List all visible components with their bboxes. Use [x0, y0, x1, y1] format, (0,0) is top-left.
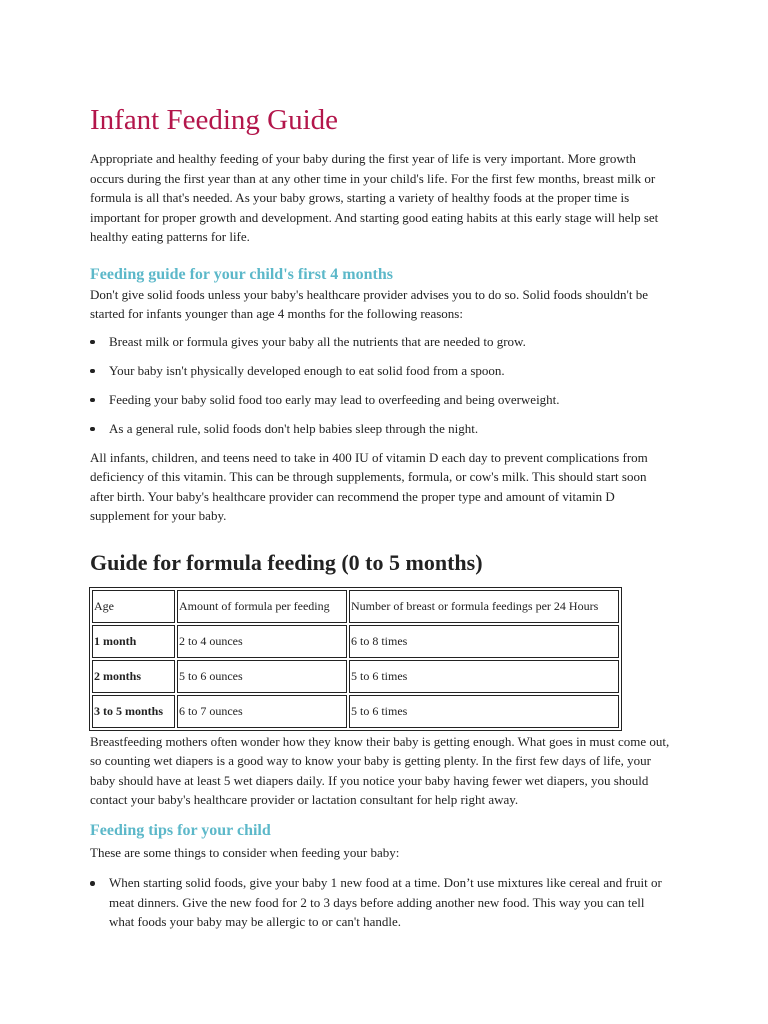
table-cell: 5 to 6 times: [349, 695, 619, 728]
table-row: [92, 695, 619, 728]
table-cell: 5 to 6 times: [349, 660, 619, 693]
table-row: [92, 625, 619, 658]
list-item: As a general rule, solid foods don't help babies sleep through the night.: [90, 419, 670, 439]
section1-paragraph: Don't give solid foods unless your baby's healthcare provider advises you to do so. Solid foods shouldn't be started for infants younger than age 4 months for the following reasons:: [90, 286, 649, 321]
table-cell: 6 to 8 times: [349, 625, 619, 658]
intro-paragraph: Appropriate and healthy feeding of your baby during the first year of life is very important. More growth occurs during the first year than at any other time in your child's life. For the first few months, breast milk or formula is all that's needed. As your baby grows, starting a variety of healthy foods at the proper time is important for proper growth and development. And starting good eating habits at this early stage will help set healthy eating patterns for life.: [90, 151, 659, 244]
feeding-tips-list: [90, 873, 670, 932]
table-header-row: [92, 590, 619, 623]
section2-heading: Guide for formula feeding (0 to 5 months): [90, 549, 483, 575]
list-item: Feeding your baby solid food too early may lead to overfeeding and being overweight.: [90, 390, 670, 410]
page-title: Infant Feeding Guide: [90, 104, 339, 136]
table-header-cell: Amount of formula per feeding: [177, 590, 347, 623]
list-item: When starting solid foods, give your baby 1 new food at a time. Don’t use mixtures like cereal and fruit or meat dinners. Give the new food for 2 to 3 days before adding another new food. This way you can tell what foods your baby may be allergic to or can't handle.: [90, 873, 670, 932]
section3-heading: Feeding tips for your child: [90, 821, 271, 839]
vitamin-d-paragraph: All infants, children, and teens need to take in 400 IU of vitamin D each day to prevent complications from deficiency of this vitamin. This can be through supplements, formula, or cow's milk. This should start soon after birth. Your baby's healthcare provider can recommend the proper type and amount of vitamin D supplement for your baby.: [90, 449, 648, 523]
document-content: [90, 100, 670, 941]
table-cell: 6 to 7 ounces: [177, 695, 347, 728]
breastfeeding-paragraph: Breastfeeding mothers often wonder how they know their baby is getting enough. What goes in must come out, so counting wet diapers is a good way to know your baby is getting plenty. In the first few days of life, your baby should have at least 5 wet diapers daily. If you notice your baby having fewer wet diapers, you should contact your baby's healthcare provider or lactation consultant for help right away.: [90, 733, 670, 807]
list-item: Your baby isn't physically developed enough to eat solid food from a spoon.: [90, 361, 670, 381]
section3-intro: These are some things to consider when feeding your baby:: [90, 844, 400, 860]
table-cell: 2 to 4 ounces: [177, 625, 347, 658]
section1-heading: Feeding guide for your child's first 4 months: [90, 265, 393, 283]
table-row: [92, 660, 619, 693]
table-cell: 5 to 6 ounces: [177, 660, 347, 693]
list-item: Breast milk or formula gives your baby all the nutrients that are needed to grow.: [90, 332, 670, 352]
table-cell-age: 2 months: [92, 660, 175, 693]
table-header-cell: Age: [92, 590, 175, 623]
section1-bullet-list: [90, 332, 670, 439]
table-cell-age: 1 month: [92, 625, 175, 658]
table-cell-age: 3 to 5 months: [92, 695, 175, 728]
table-header-cell: Number of breast or formula feedings per 24 Hours: [349, 590, 619, 623]
formula-feeding-table: [89, 587, 622, 731]
